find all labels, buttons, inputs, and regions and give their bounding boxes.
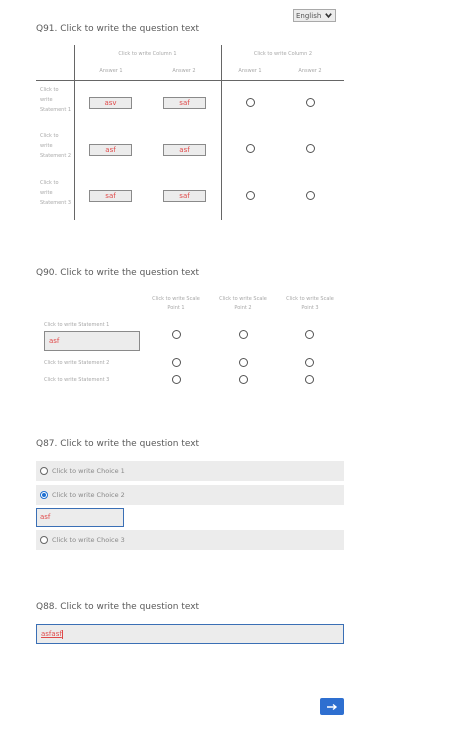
- q88-text-value: asfasf: [41, 630, 62, 638]
- q91-answer-header[interactable]: Answer 2: [298, 68, 322, 74]
- q90-statement-1-input[interactable]: asf: [44, 331, 140, 351]
- q91-r3-c2-input[interactable]: saf: [163, 190, 206, 202]
- q87-choice-2-text-input[interactable]: asf: [36, 508, 124, 527]
- q87-title[interactable]: Q87. Click to write the question text: [36, 439, 200, 449]
- arrow-right-icon: [326, 703, 338, 711]
- q87-choice-3[interactable]: [36, 530, 344, 550]
- q91-r2-c1-input[interactable]: asf: [89, 144, 132, 156]
- chevron-down-icon: [324, 11, 333, 20]
- q90-statement-3[interactable]: Click to write Statement 3: [44, 377, 110, 383]
- q90-statement-2[interactable]: Click to write Statement 2: [44, 360, 110, 366]
- q91-r1-c3-radio[interactable]: [246, 98, 255, 107]
- language-select-value: English: [296, 11, 322, 20]
- q91-r1-c4-radio[interactable]: [306, 98, 315, 107]
- q90-scale-point-1[interactable]: Click to write Scale Point 1: [152, 296, 200, 311]
- q87-choice-1-label: Click to write Choice 1: [52, 467, 125, 475]
- q88-text-input[interactable]: [36, 624, 344, 644]
- q91-divider-mid: [221, 45, 222, 220]
- q90-r1-c1-radio[interactable]: [172, 330, 181, 339]
- q91-header-rule: [36, 80, 344, 81]
- q90-r2-c2-radio[interactable]: [239, 358, 248, 367]
- q90-r3-c1-radio[interactable]: [172, 375, 181, 384]
- q91-column-2-header[interactable]: Click to write Column 2: [253, 51, 313, 57]
- q91-answer-header[interactable]: Answer 1: [99, 68, 123, 74]
- q91-r3-c1-input[interactable]: saf: [89, 190, 132, 202]
- q91-statement-2[interactable]: Click to write Statement 2: [40, 133, 72, 159]
- q90-r1-c2-radio[interactable]: [239, 330, 248, 339]
- q91-r1-c1-input[interactable]: asv: [89, 97, 132, 109]
- q91-divider-left: [74, 45, 75, 220]
- q90-r2-c1-radio[interactable]: [172, 358, 181, 367]
- q91-statement-3[interactable]: Click to write Statement 3: [40, 180, 72, 206]
- q91-r2-c4-radio[interactable]: [306, 144, 315, 153]
- radio-selected-icon[interactable]: [40, 491, 48, 499]
- q88-title[interactable]: Q88. Click to write the question text: [36, 602, 200, 612]
- q91-r3-c3-radio[interactable]: [246, 191, 255, 200]
- q87-choice-2[interactable]: [36, 485, 344, 505]
- q90-r3-c2-radio[interactable]: [239, 375, 248, 384]
- q87-choice-3-label: Click to write Choice 3: [52, 536, 125, 544]
- text-caret: [62, 630, 63, 639]
- q87-choice-2-label: Click to write Choice 2: [52, 491, 125, 499]
- q91-r1-c2-input[interactable]: saf: [163, 97, 206, 109]
- radio-icon[interactable]: [40, 536, 48, 544]
- q90-r1-c3-radio[interactable]: [305, 330, 314, 339]
- q90-scale-point-2[interactable]: Click to write Scale Point 2: [219, 296, 267, 311]
- q90-scale-point-3[interactable]: Click to write Scale Point 3: [286, 296, 334, 311]
- q91-statement-1[interactable]: Click to write Statement 1: [40, 87, 72, 113]
- q91-r2-c2-input[interactable]: asf: [163, 144, 206, 156]
- q91-answer-header[interactable]: Answer 1: [238, 68, 262, 74]
- q87-choice-1[interactable]: [36, 461, 344, 481]
- next-button[interactable]: [320, 698, 344, 715]
- q90-statement-1[interactable]: Click to write Statement 1: [44, 322, 110, 328]
- q91-answer-header[interactable]: Answer 2: [172, 68, 196, 74]
- q91-r2-c3-radio[interactable]: [246, 144, 255, 153]
- radio-icon[interactable]: [40, 467, 48, 475]
- q90-title[interactable]: Q90. Click to write the question text: [36, 268, 200, 278]
- q91-title[interactable]: Q91. Click to write the question text: [36, 24, 200, 34]
- q91-r3-c4-radio[interactable]: [306, 191, 315, 200]
- language-select[interactable]: [293, 9, 336, 22]
- q90-r3-c3-radio[interactable]: [305, 375, 314, 384]
- q90-r2-c3-radio[interactable]: [305, 358, 314, 367]
- q91-column-1-header[interactable]: Click to write Column 1: [118, 51, 177, 57]
